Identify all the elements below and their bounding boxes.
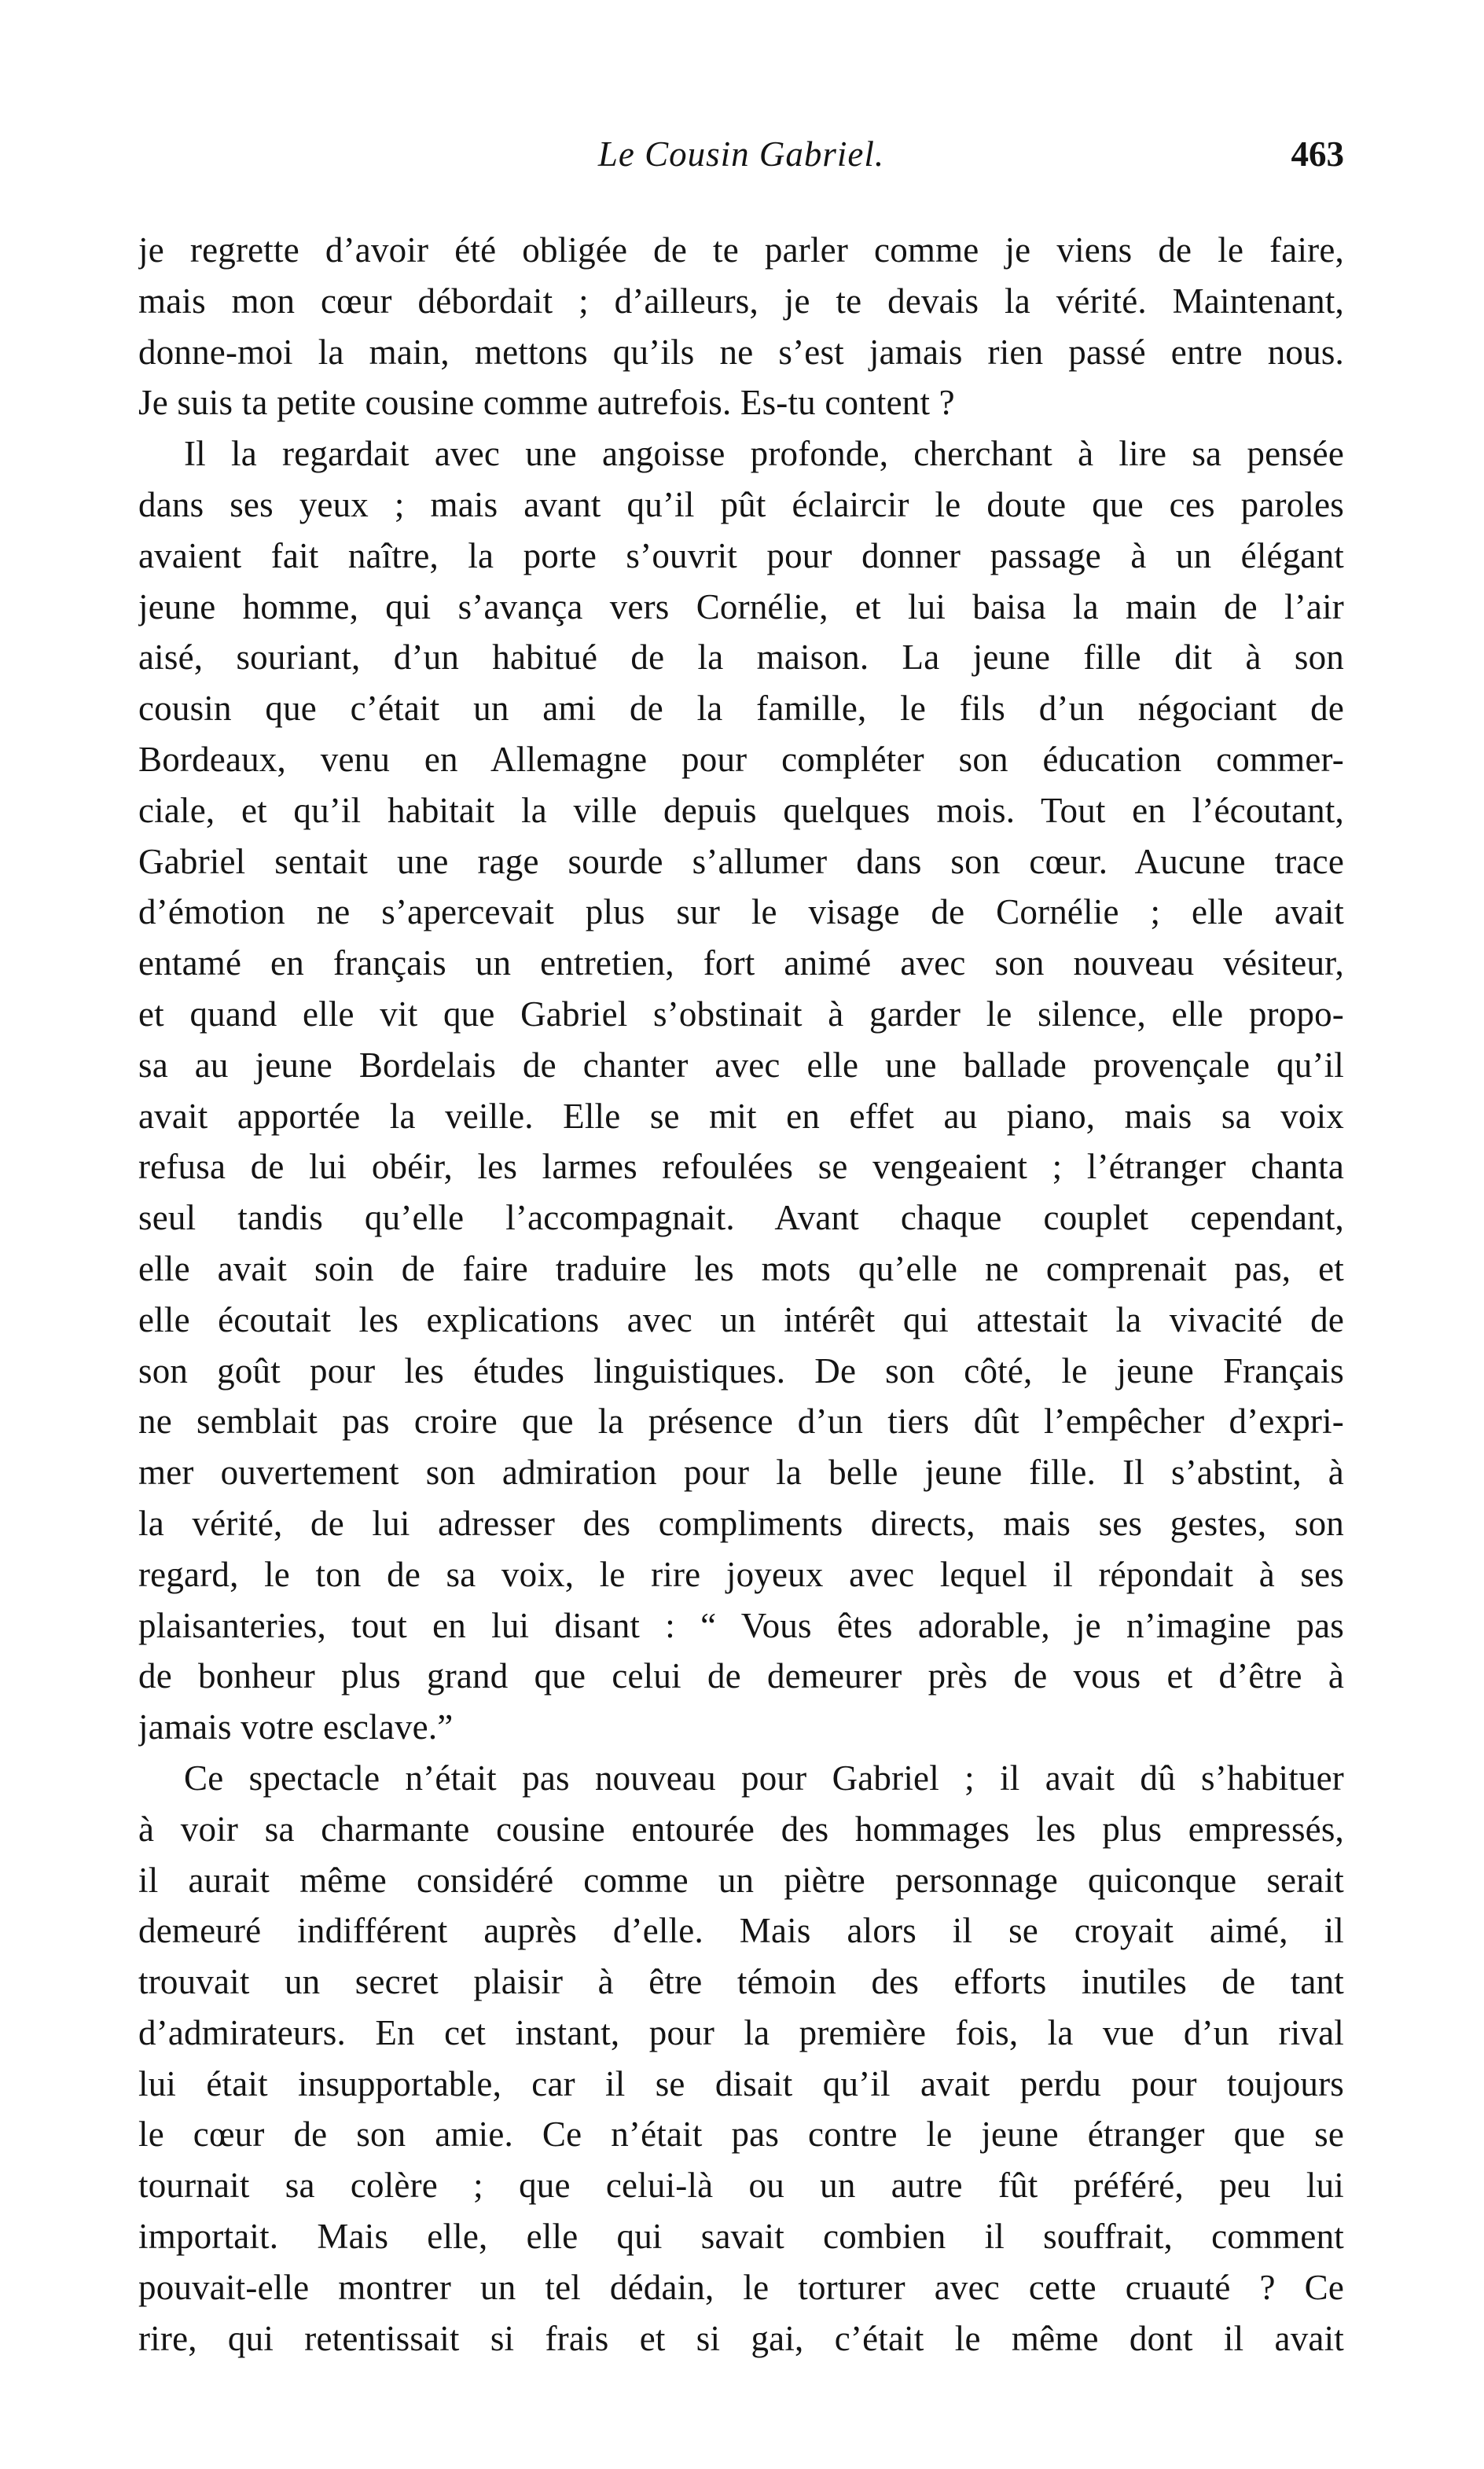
- text-line: plaisanteries, tout en lui disant : “ Vous êtes adorable, je n’imagine pas: [138, 1605, 1344, 1645]
- text-line: il aurait même considéré comme un piètre personnage quiconque serait: [138, 1860, 1344, 1900]
- text-line: avait apportée la veille. Elle se mit en effet au piano, mais sa voix: [138, 1096, 1344, 1136]
- text-line: Ce spectacle n’était pas nouveau pour Gabriel ; il avait dû s’habituer: [184, 1758, 1344, 1798]
- text-line: lui était insupportable, car il se disait qu’il avait perdu pour toujours: [138, 2063, 1344, 2103]
- text-line: je regrette d’avoir été obligée de te parler comme je viens de le faire,: [138, 230, 1344, 270]
- body-text: [138, 225, 1344, 2364]
- text-line: aisé, souriant, d’un habitué de la maison. La jeune fille dit à son: [138, 637, 1344, 678]
- text-line: elle écoutait les explications avec un intérêt qui attestait la vivacité de: [138, 1299, 1344, 1339]
- text-line: Il la regardait avec une angoisse profonde, cherchant à lire sa pensée: [184, 434, 1344, 474]
- text-line: Gabriel sentait une rage sourde s’allumer dans son cœur. Aucune trace: [138, 841, 1344, 881]
- text-line: d’admirateurs. En cet instant, pour la première fois, la vue d’un rival: [138, 2012, 1344, 2052]
- text-line: d’émotion ne s’apercevait plus sur le visage de Cornélie ; elle avait: [138, 892, 1344, 932]
- text-line: Je suis ta petite cousine comme autrefois. Es-tu content ?: [138, 383, 955, 423]
- text-line: Bordeaux, venu en Allemagne pour compléter son éducation commer-: [138, 739, 1344, 779]
- text-line: et quand elle vit que Gabriel s’obstinait à garder le silence, elle propo-: [138, 994, 1344, 1034]
- text-line: tournait sa colère ; que celui-là ou un autre fût préféré, peu lui: [138, 2166, 1344, 2206]
- text-line: donne-moi la main, mettons qu’ils ne s’est jamais rien passé entre nous.: [138, 332, 1344, 372]
- text-line: entamé en français un entretien, fort animé avec son nouveau vésiteur,: [138, 943, 1344, 983]
- text-line: dans ses yeux ; mais avant qu’il pût éclaircir le doute que ces paroles: [138, 484, 1344, 524]
- running-header: [138, 119, 1344, 182]
- text-line: cousin que c’était un ami de la famille, le fils d’un négociant de: [138, 689, 1344, 729]
- text-line: mais mon cœur débordait ; d’ailleurs, je te devais la vérité. Maintenant,: [138, 281, 1344, 321]
- text-line: de bonheur plus grand que celui de demeurer près de vous et d’être à: [138, 1656, 1344, 1696]
- text-line: à voir sa charmante cousine entourée des hommages les plus empressés,: [138, 1809, 1344, 1849]
- text-line: sa au jeune Bordelais de chanter avec elle une ballade provençale qu’il: [138, 1045, 1344, 1085]
- text-line: mer ouvertement son admiration pour la belle jeune fille. Il s’abstint, à: [138, 1453, 1344, 1493]
- text-line: rire, qui retentissait si frais et si gai, c’était le même dont il avait: [138, 2318, 1344, 2358]
- text-line: jamais votre esclave.”: [138, 1707, 454, 1747]
- text-line: avaient fait naître, la porte s’ouvrit pour donner passage à un élégant: [138, 535, 1344, 575]
- text-line: seul tandis qu’elle l’accompagnait. Avant chaque couplet cependant,: [138, 1198, 1344, 1238]
- running-title: Le Cousin Gabriel.: [597, 134, 885, 174]
- text-line: ciale, et qu’il habitait la ville depuis quelques mois. Tout en l’écoutant,: [138, 790, 1344, 830]
- text-line: trouvait un secret plaisir à être témoin des efforts inutiles de tant: [138, 1962, 1344, 2002]
- text-line: refusa de lui obéir, les larmes refoulées se vengeaient ; l’étranger chanta: [138, 1147, 1344, 1187]
- text-line: elle avait soin de faire traduire les mots qu’elle ne comprenait pas, et: [138, 1248, 1344, 1288]
- page-number: 463: [1291, 134, 1344, 174]
- text-line: demeuré indifférent auprès d’elle. Mais alors il se croyait aimé, il: [138, 1911, 1344, 1951]
- text-line: le cœur de son amie. Ce n’était pas contre le jeune étranger que se: [138, 2114, 1344, 2155]
- text-line: regard, le ton de sa voix, le rire joyeux avec lequel il répondait à ses: [138, 1554, 1344, 1594]
- text-line: importait. Mais elle, elle qui savait combien il souffrait, comment: [138, 2217, 1344, 2257]
- text-line: jeune homme, qui s’avança vers Cornélie, et lui baisa la main de l’air: [138, 586, 1344, 626]
- text-line: la vérité, de lui adresser des compliments directs, mais ses gestes, son: [138, 1503, 1344, 1543]
- text-line: ne semblait pas croire que la présence d’un tiers dût l’empêcher d’expri-: [138, 1402, 1344, 1442]
- text-line: son goût pour les études linguistiques. De son côté, le jeune Français: [138, 1350, 1344, 1391]
- text-line: pouvait-elle montrer un tel dédain, le torturer avec cette cruauté ? Ce: [138, 2267, 1344, 2307]
